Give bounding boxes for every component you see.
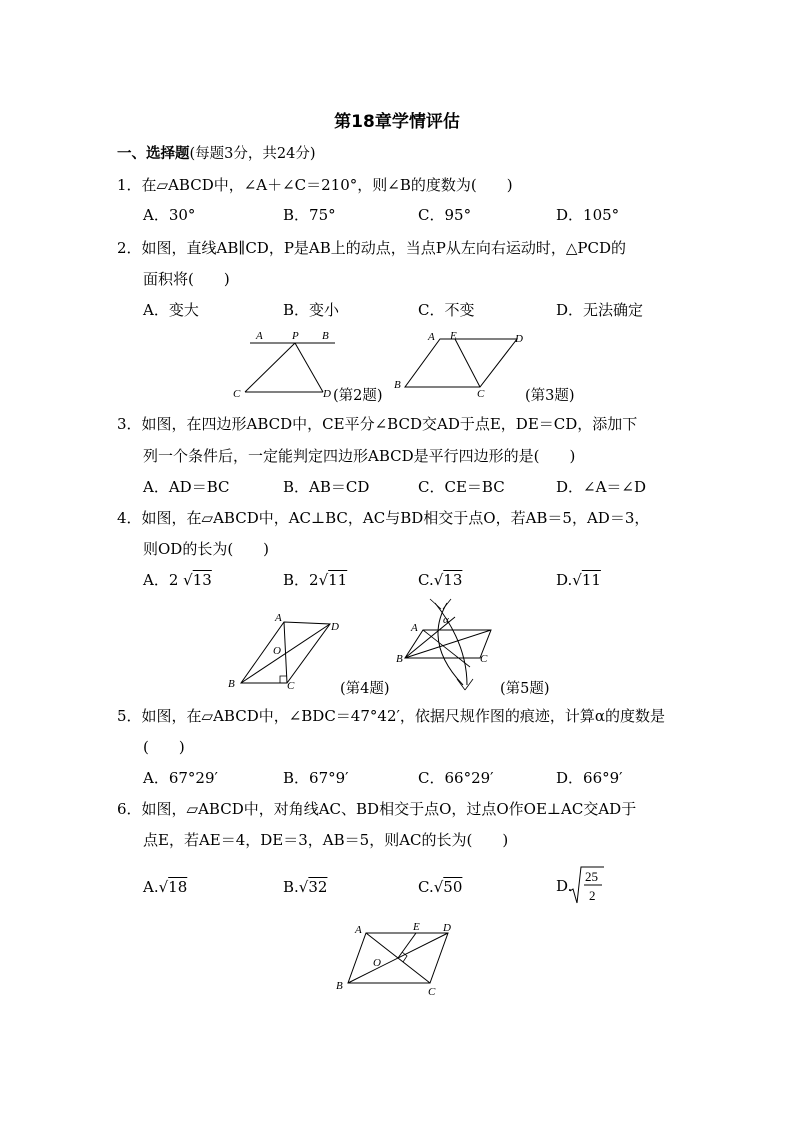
page-title: 第18章学情评估 — [334, 112, 460, 132]
q4-option-c-radicand: 13 — [443, 571, 463, 589]
section-head: 一、选择题 — [117, 146, 190, 162]
fig5-tick-bottom-2 — [465, 679, 473, 690]
figure-q5 — [395, 595, 505, 695]
q4-option-d-letter: D. — [556, 571, 573, 589]
q3-option-d[interactable]: D．∠A＝∠D — [556, 478, 647, 496]
fig4-label-o: O — [273, 645, 281, 657]
fig3-segment-ce — [455, 339, 480, 387]
fig6-segment-oe — [398, 933, 416, 958]
fig5-arc-right — [435, 603, 467, 685]
q6-option-d-denominator: 2 — [589, 888, 596, 903]
fig6-label-d: D — [443, 922, 451, 934]
q5-stem-line1: 5．如图，在▱ABCD中，∠BDC＝47°42′，依据尺规作图的痕迹，计算α的度数是 — [117, 707, 666, 725]
section-scoring: (每题3分，共24分) — [189, 146, 316, 162]
fig3-caption: (第3题) — [525, 388, 575, 404]
q4-stem-line2: 则OD的长为( ) — [143, 540, 270, 558]
fig5-label-a: A — [411, 622, 418, 634]
fig4-label-c: C — [287, 680, 295, 692]
figure-q4 — [225, 610, 350, 690]
fig2-line-pd — [295, 343, 323, 392]
q4-option-a[interactable]: A．2 √13 — [143, 571, 212, 589]
q5-option-c[interactable]: C．66°29′ — [418, 769, 494, 787]
q1-stem: 1．在▱ABCD中，∠A＋∠C＝210°，则∠B的度数为( ) — [117, 176, 513, 194]
fig5-label-alpha: α — [443, 614, 449, 626]
fig5-label-b: B — [396, 653, 403, 665]
q6-option-b-letter: B. — [283, 878, 299, 896]
fig2-line-pc — [245, 343, 295, 392]
q5-stem-line2: ( ) — [143, 738, 185, 756]
fig3-label-c: C — [477, 388, 485, 400]
q4-option-b-radicand: 11 — [328, 571, 348, 589]
q4-option-d-radicand: 11 — [581, 571, 601, 589]
fig4-label-a: A — [275, 612, 282, 624]
figure-q3 — [390, 328, 530, 398]
q4-option-a-radicand: 13 — [192, 571, 212, 589]
fig3-label-b: B — [394, 379, 401, 391]
q4-option-c[interactable]: C.√13 — [418, 571, 463, 589]
q2-option-a[interactable]: A．变大 — [143, 301, 199, 319]
q6-option-b-radicand: 32 — [308, 878, 328, 896]
q6-option-c-radicand: 50 — [443, 878, 463, 896]
q3-stem-line1: 3．如图，在四边形ABCD中，CE平分∠BCD交AD于点E，DE＝CD，添加下 — [117, 415, 638, 433]
fig6-label-o: O — [373, 957, 381, 969]
fig5-label-c: C — [480, 653, 488, 665]
fig2-label-a: A — [256, 330, 263, 342]
q6-option-d-radical — [568, 865, 608, 907]
fig2-caption: (第2题) — [333, 388, 383, 404]
q6-option-a-radicand: 18 — [168, 878, 188, 896]
q4-option-b-coef: B．2 — [283, 571, 319, 589]
q1-option-c[interactable]: C．95° — [418, 206, 472, 224]
q2-stem-line1: 2．如图，直线AB∥CD，P是AB上的动点，当点P从左向右运动时，△PCD的 — [117, 239, 627, 257]
q6-option-c[interactable]: C.√50 — [418, 878, 463, 896]
q2-stem-line2: 面积将( ) — [143, 270, 230, 288]
q4-option-d[interactable]: D.√11 — [556, 571, 601, 589]
fig4-diagonal-bd — [241, 624, 330, 683]
q6-option-c-letter: C. — [418, 878, 434, 896]
fig3-parallelogram — [405, 339, 517, 387]
fig5-tick-top-1 — [430, 599, 441, 609]
fig3-label-e: E — [450, 330, 457, 342]
fig6-label-c: C — [428, 986, 436, 998]
section-heading — [117, 144, 316, 164]
q2-option-c[interactable]: C．不变 — [418, 301, 475, 319]
q5-option-a[interactable]: A．67°29′ — [143, 769, 218, 787]
q1-option-d[interactable]: D．105° — [556, 206, 620, 224]
fig4-right-angle-mark — [280, 676, 287, 683]
fig2-label-d: D — [323, 388, 331, 400]
q3-option-a[interactable]: A．AD＝BC — [143, 478, 230, 496]
q2-option-b[interactable]: B．变小 — [283, 301, 340, 319]
fig2-label-c: C — [233, 388, 241, 400]
fig4-label-b: B — [228, 678, 235, 690]
fig6-label-a: A — [355, 924, 362, 936]
q6-option-d-letter: D. — [556, 877, 573, 895]
q4-stem-line1: 4．如图，在▱ABCD中，AC⊥BC，AC与BD相交于点O，若AB＝5，AD＝3， — [117, 509, 650, 527]
q3-option-c[interactable]: C．CE＝BC — [418, 478, 505, 496]
figure-q2 — [225, 328, 340, 400]
q3-option-b[interactable]: B．AB＝CD — [283, 478, 370, 496]
q6-option-d-numerator: 25 — [585, 869, 598, 884]
q4-option-b[interactable]: B．2√11 — [283, 571, 348, 589]
fig3-label-d: D — [515, 333, 523, 345]
q6-option-b[interactable]: B.√32 — [283, 878, 328, 896]
q1-option-b[interactable]: B．75° — [283, 206, 336, 224]
fig4-caption: (第4题) — [340, 681, 390, 697]
q5-option-b[interactable]: B．67°9′ — [283, 769, 349, 787]
fig2-label-b: B — [322, 330, 329, 342]
q6-option-a[interactable]: A.√18 — [143, 878, 188, 896]
q2-option-d[interactable]: D．无法确定 — [556, 301, 644, 319]
q6-stem-line1: 6．如图，▱ABCD中，对角线AC、BD相交于点O，过点O作OE⊥AC交AD于 — [117, 800, 637, 818]
q4-option-a-coef: A．2 — [143, 571, 179, 589]
q4-option-c-letter: C. — [418, 571, 434, 589]
fig4-label-d: D — [331, 621, 339, 633]
fig2-label-p: P — [292, 330, 299, 342]
figure-q6 — [330, 918, 460, 998]
fig6-label-b: B — [336, 980, 343, 992]
fig5-tick-bottom-1 — [457, 679, 465, 690]
q6-stem-line2: 点E，若AE＝4，DE＝3，AB＝5，则AC的长为( ) — [143, 831, 509, 849]
fig5-tick-top-2 — [443, 599, 451, 609]
fig6-label-e: E — [413, 921, 420, 933]
fig3-label-a: A — [428, 331, 435, 343]
q1-option-a[interactable]: A．30° — [143, 206, 196, 224]
fig5-construction-line — [423, 630, 470, 667]
fig5-diagonal — [405, 630, 491, 658]
fig5-caption: (第5题) — [500, 681, 550, 697]
q6-option-a-letter: A. — [143, 878, 159, 896]
q5-option-d[interactable]: D．66°9′ — [556, 769, 623, 787]
q3-stem-line2: 列一个条件后，一定能判定四边形ABCD是平行四边形的是( ) — [143, 447, 576, 465]
